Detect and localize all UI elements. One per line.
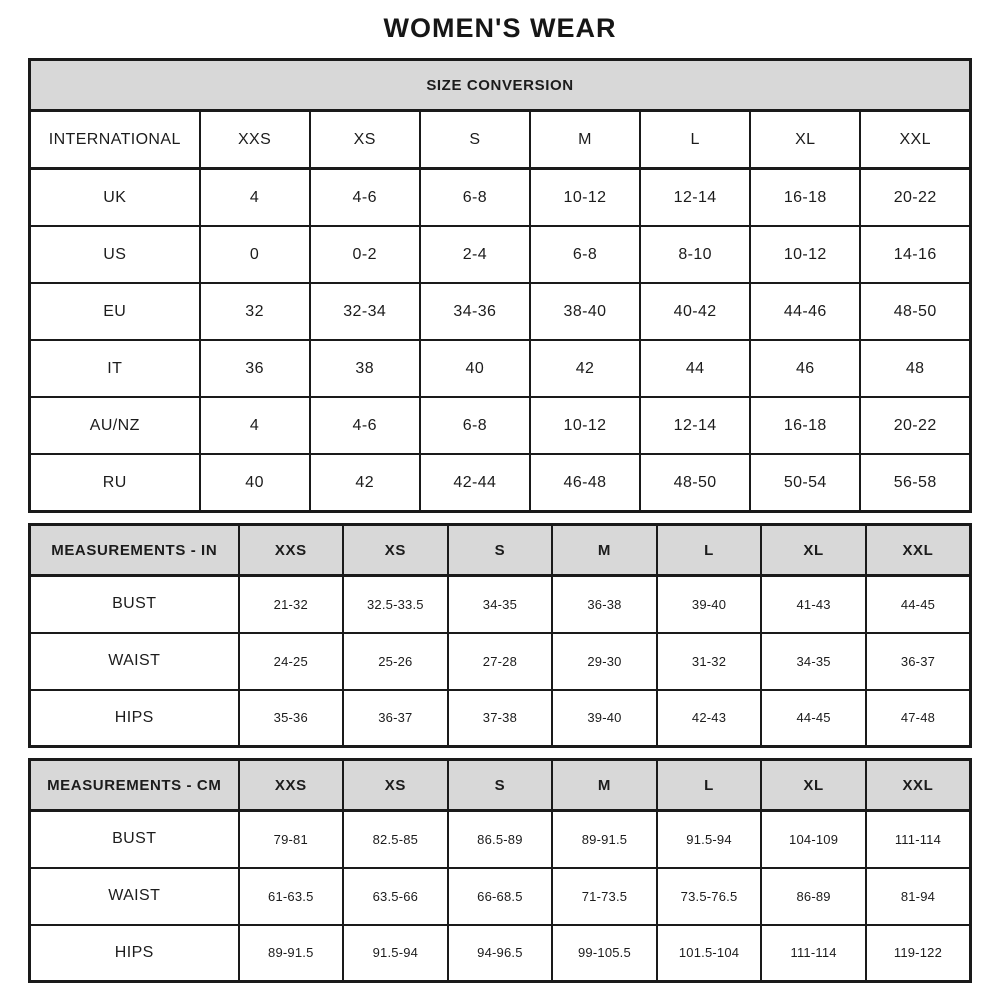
value-cell: 73.5-76.5 bbox=[657, 868, 762, 925]
size-column-header: L bbox=[657, 760, 762, 811]
value-cell: 89-91.5 bbox=[239, 925, 344, 982]
table-row bbox=[30, 925, 971, 982]
value-cell: 47-48 bbox=[866, 690, 971, 747]
value-cell: 34-35 bbox=[761, 633, 866, 690]
value-cell: 0 bbox=[200, 226, 310, 283]
value-cell: 20-22 bbox=[860, 169, 970, 227]
table-row bbox=[30, 397, 971, 454]
value-cell: 4-6 bbox=[310, 169, 420, 227]
value-cell: 38 bbox=[310, 340, 420, 397]
size-column-header: XS bbox=[343, 760, 448, 811]
value-cell: 29-30 bbox=[552, 633, 657, 690]
size-column-header: XXL bbox=[860, 111, 970, 169]
value-cell: 79-81 bbox=[239, 811, 344, 868]
size-column-header: L bbox=[640, 111, 750, 169]
value-cell: 4 bbox=[200, 397, 310, 454]
value-cell: 37-38 bbox=[448, 690, 553, 747]
value-cell: 31-32 bbox=[657, 633, 762, 690]
value-cell: 27-28 bbox=[448, 633, 553, 690]
value-cell: 44-45 bbox=[866, 576, 971, 633]
value-cell: 12-14 bbox=[640, 397, 750, 454]
value-cell: 32 bbox=[200, 283, 310, 340]
row-label: HIPS bbox=[30, 925, 239, 982]
size-column-header: XXL bbox=[866, 525, 971, 576]
value-cell: 66-68.5 bbox=[448, 868, 553, 925]
size-column-header: S bbox=[448, 760, 553, 811]
value-cell: 42 bbox=[530, 340, 640, 397]
value-cell: 36 bbox=[200, 340, 310, 397]
value-cell: 94-96.5 bbox=[448, 925, 553, 982]
size-conversion-table bbox=[28, 58, 972, 513]
value-cell: 63.5-66 bbox=[343, 868, 448, 925]
value-cell: 86.5-89 bbox=[448, 811, 553, 868]
value-cell: 48-50 bbox=[640, 454, 750, 512]
size-column-header: M bbox=[552, 760, 657, 811]
row-label: BUST bbox=[30, 576, 239, 633]
value-cell: 111-114 bbox=[761, 925, 866, 982]
value-cell: 39-40 bbox=[552, 690, 657, 747]
value-cell: 16-18 bbox=[750, 169, 860, 227]
value-cell: 82.5-85 bbox=[343, 811, 448, 868]
value-cell: 6-8 bbox=[530, 226, 640, 283]
size-column-header: XXS bbox=[200, 111, 310, 169]
value-cell: 44-45 bbox=[761, 690, 866, 747]
value-cell: 20-22 bbox=[860, 397, 970, 454]
row-label: RU bbox=[30, 454, 200, 512]
size-column-header: XXS bbox=[239, 760, 344, 811]
page-title: WOMEN'S WEAR bbox=[383, 13, 617, 43]
value-cell: 42-44 bbox=[420, 454, 530, 512]
value-cell: 40 bbox=[200, 454, 310, 512]
table-row bbox=[30, 454, 971, 512]
value-cell: 10-12 bbox=[530, 397, 640, 454]
value-cell: 16-18 bbox=[750, 397, 860, 454]
value-cell: 34-36 bbox=[420, 283, 530, 340]
value-cell: 40 bbox=[420, 340, 530, 397]
table-title: MEASUREMENTS - IN bbox=[30, 525, 239, 576]
value-cell: 34-35 bbox=[448, 576, 553, 633]
size-column-header: XL bbox=[750, 111, 860, 169]
row-label: INTERNATIONAL bbox=[30, 111, 200, 169]
value-cell: 81-94 bbox=[866, 868, 971, 925]
value-cell: 36-38 bbox=[552, 576, 657, 633]
row-label: UK bbox=[30, 169, 200, 227]
value-cell: 6-8 bbox=[420, 169, 530, 227]
value-cell: 40-42 bbox=[640, 283, 750, 340]
row-label: WAIST bbox=[30, 868, 239, 925]
value-cell: 39-40 bbox=[657, 576, 762, 633]
table-row bbox=[30, 868, 971, 925]
row-label: EU bbox=[30, 283, 200, 340]
value-cell: 6-8 bbox=[420, 397, 530, 454]
table-row bbox=[30, 633, 971, 690]
value-cell: 46 bbox=[750, 340, 860, 397]
value-cell: 4 bbox=[200, 169, 310, 227]
value-cell: 35-36 bbox=[239, 690, 344, 747]
value-cell: 25-26 bbox=[343, 633, 448, 690]
value-cell: 32.5-33.5 bbox=[343, 576, 448, 633]
table-row bbox=[30, 576, 971, 633]
size-header-row bbox=[30, 760, 971, 811]
size-column-header: XS bbox=[310, 111, 420, 169]
size-column-header: XL bbox=[761, 525, 866, 576]
value-cell: 14-16 bbox=[860, 226, 970, 283]
table-row bbox=[30, 690, 971, 747]
value-cell: 44-46 bbox=[750, 283, 860, 340]
value-cell: 8-10 bbox=[640, 226, 750, 283]
measurements-in-table bbox=[28, 523, 972, 748]
measurements-cm-table bbox=[28, 758, 972, 983]
size-header-row bbox=[30, 525, 971, 576]
size-column-header: XXS bbox=[239, 525, 344, 576]
size-column-header: XL bbox=[761, 760, 866, 811]
size-column-header: M bbox=[552, 525, 657, 576]
value-cell: 86-89 bbox=[761, 868, 866, 925]
value-cell: 10-12 bbox=[750, 226, 860, 283]
table-title: MEASUREMENTS - CM bbox=[30, 760, 239, 811]
row-label: HIPS bbox=[30, 690, 239, 747]
table-title: SIZE CONVERSION bbox=[30, 60, 971, 111]
value-cell: 41-43 bbox=[761, 576, 866, 633]
value-cell: 44 bbox=[640, 340, 750, 397]
table-row bbox=[30, 169, 971, 227]
value-cell: 50-54 bbox=[750, 454, 860, 512]
row-label: WAIST bbox=[30, 633, 239, 690]
table-row bbox=[30, 340, 971, 397]
row-label: AU/NZ bbox=[30, 397, 200, 454]
size-column-header: XS bbox=[343, 525, 448, 576]
value-cell: 101.5-104 bbox=[657, 925, 762, 982]
value-cell: 12-14 bbox=[640, 169, 750, 227]
value-cell: 91.5-94 bbox=[657, 811, 762, 868]
size-column-header: S bbox=[420, 111, 530, 169]
value-cell: 32-34 bbox=[310, 283, 420, 340]
table-row bbox=[30, 60, 971, 111]
value-cell: 36-37 bbox=[343, 690, 448, 747]
value-cell: 38-40 bbox=[530, 283, 640, 340]
value-cell: 42-43 bbox=[657, 690, 762, 747]
value-cell: 46-48 bbox=[530, 454, 640, 512]
table-row bbox=[30, 811, 971, 868]
value-cell: 4-6 bbox=[310, 397, 420, 454]
size-column-header: XXL bbox=[866, 760, 971, 811]
value-cell: 99-105.5 bbox=[552, 925, 657, 982]
value-cell: 2-4 bbox=[420, 226, 530, 283]
value-cell: 24-25 bbox=[239, 633, 344, 690]
value-cell: 104-109 bbox=[761, 811, 866, 868]
value-cell: 61-63.5 bbox=[239, 868, 344, 925]
value-cell: 89-91.5 bbox=[552, 811, 657, 868]
size-header-row bbox=[30, 111, 971, 169]
table-row bbox=[30, 283, 971, 340]
value-cell: 42 bbox=[310, 454, 420, 512]
value-cell: 0-2 bbox=[310, 226, 420, 283]
size-column-header: L bbox=[657, 525, 762, 576]
size-column-header: S bbox=[448, 525, 553, 576]
table-row bbox=[30, 226, 971, 283]
value-cell: 36-37 bbox=[866, 633, 971, 690]
value-cell: 21-32 bbox=[239, 576, 344, 633]
value-cell: 56-58 bbox=[860, 454, 970, 512]
row-label: BUST bbox=[30, 811, 239, 868]
value-cell: 111-114 bbox=[866, 811, 971, 868]
value-cell: 91.5-94 bbox=[343, 925, 448, 982]
value-cell: 48 bbox=[860, 340, 970, 397]
value-cell: 48-50 bbox=[860, 283, 970, 340]
size-column-header: M bbox=[530, 111, 640, 169]
value-cell: 71-73.5 bbox=[552, 868, 657, 925]
row-label: US bbox=[30, 226, 200, 283]
value-cell: 10-12 bbox=[530, 169, 640, 227]
value-cell: 119-122 bbox=[866, 925, 971, 982]
row-label: IT bbox=[30, 340, 200, 397]
